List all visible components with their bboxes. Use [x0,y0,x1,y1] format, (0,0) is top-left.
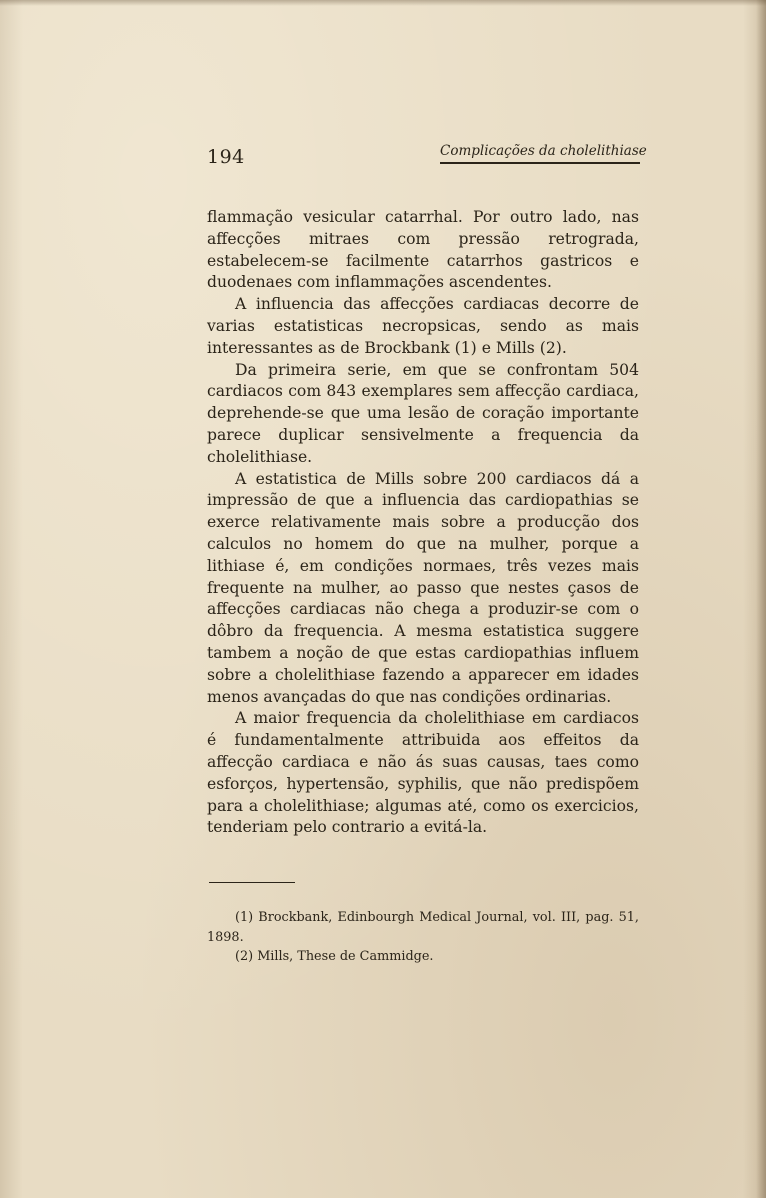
paragraph: A estatistica de Mills sobre 200 cardiacos dá a impressão de que a influencia das cardiopathias se exerce relativamente mais sobre a producção dos calculos no homem do que na mulher, porque a lithiase é, em condições normaes, três vezes mais frequente na mulher, ao passo que nestes çasos de affecções cardiacas não chega a produzir-se com o dôbro da frequencia. A mesma estatistica suggere tambem a noção de que estas cardiopathias influem sobre a cholelithiase fazendo a apparecer em idades menos avançadas do que nas condições ordinarias. [207,469,639,706]
footnote-divider [209,882,295,883]
body-text [207,207,639,839]
paragraph: A maior frequencia da cholelithiase em cardiacos é fundamentalmente attribuida aos effeitos da affecção cardiaca e não ás suas causas, taes como esforços, hypertensão, syphilis, que não predispõem para a cholelithiase; algumas até, como os exercicios, tenderiam pelo contrario a evitá-la. [207,709,639,837]
footnote: (1) Brockbank, Edinbourgh Medical Journal, vol. III, pag. 51, 1898. [207,910,639,945]
footnotes [207,908,639,967]
paragraph: A influencia das affecções cardiacas decorre de varias estatisticas necropsicas, sendo as mais interessantes as de Brockbank (1) e Mills (2). [207,295,639,357]
page-top-shadow [0,0,766,6]
page-number: 194 [207,146,245,168]
running-title: Complicações da cholelithiase [440,143,640,164]
page-right-shadow [756,0,766,1198]
paragraph: flammação vesicular catarrhal. Por outro lado, nas affecções mitraes com pressão retrograda, estabelecem-se facilmente catarrhos gastricos e duodenaes com inflammações ascendentes. [207,208,639,292]
paragraph: Da primeira serie, em que se confrontam 504 cardiacos com 843 exemplares sem affecção cardiaca, deprehende-se que uma lesão de coração importante parece duplicar sensivelmente a frequencia da cholelithiase. [207,360,639,466]
footnote: (2) Mills, These de Cammidge. [235,949,434,964]
